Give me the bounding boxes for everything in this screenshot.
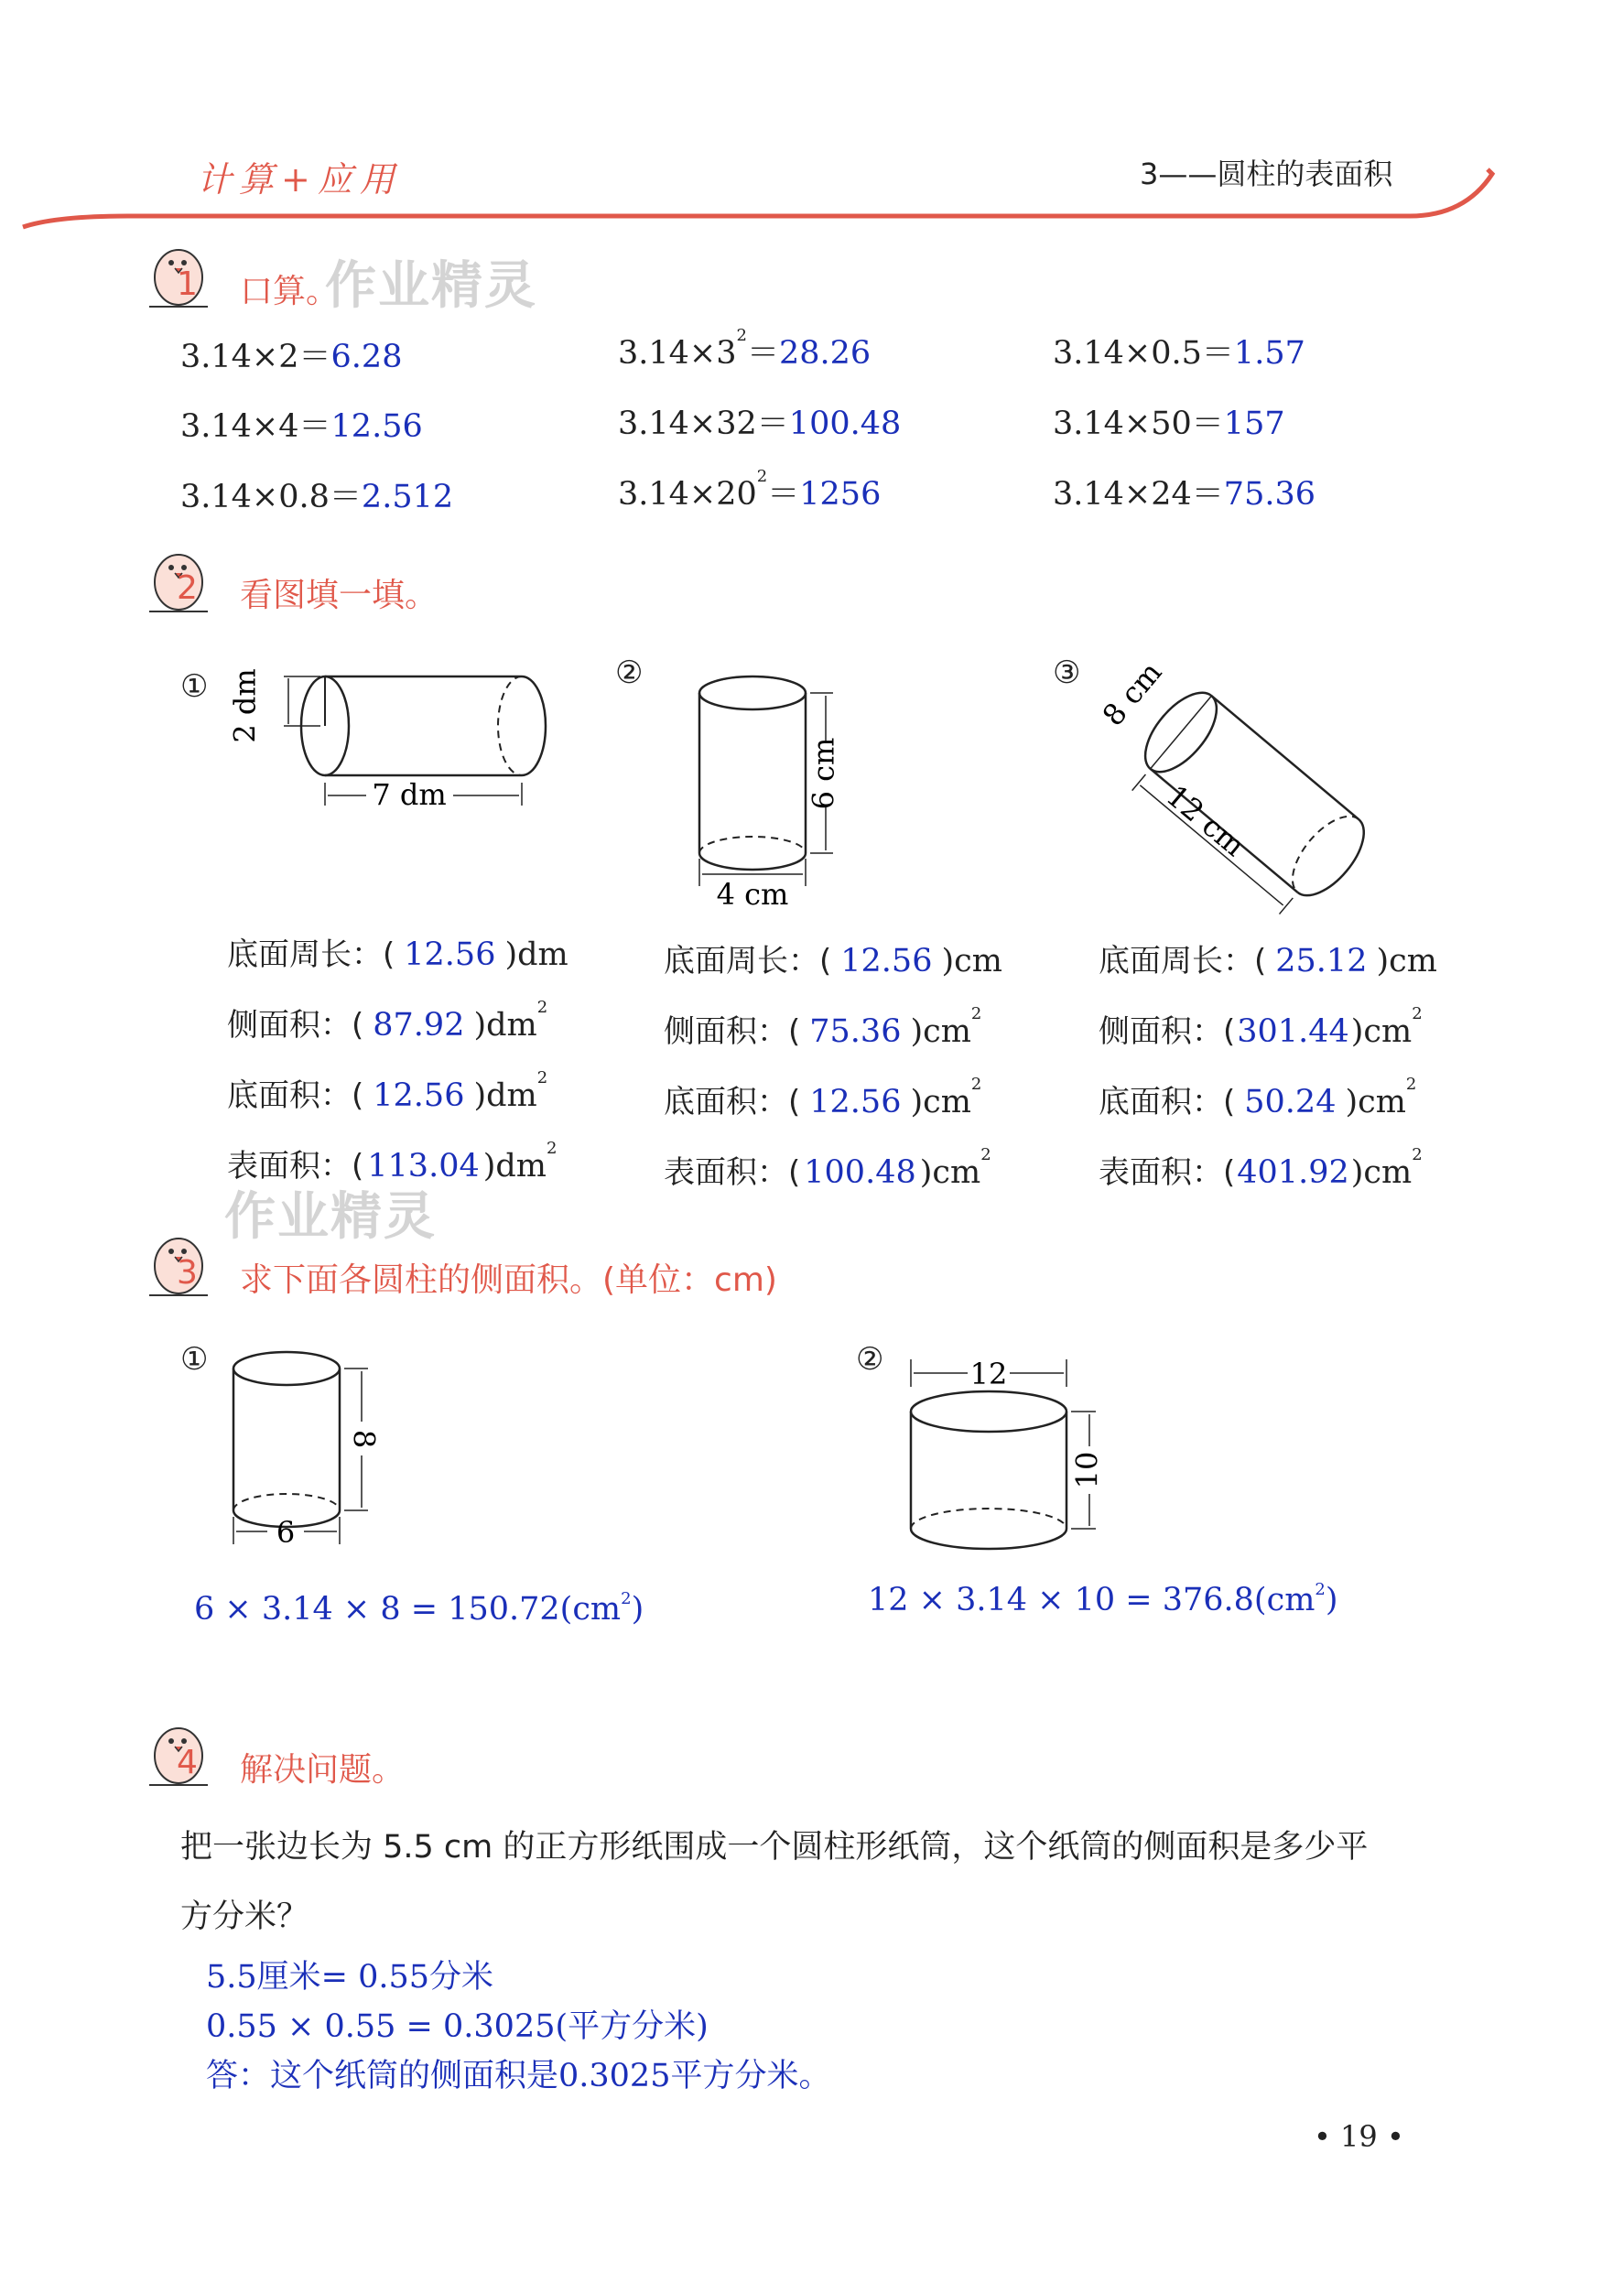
cylinder-figure-5 bbox=[902, 1336, 1140, 1556]
page-number: • 19 • bbox=[1314, 2119, 1404, 2154]
dim-label: 2 dm bbox=[227, 668, 263, 743]
figure-label: ① bbox=[180, 668, 209, 705]
answer-line: 5.5厘米= 0.55分米 bbox=[206, 1959, 494, 1996]
fill-line: 侧面积：( 75.36 )$cm^2$ bbox=[664, 1004, 982, 1050]
calc-item: 3.14×24＝75.36 bbox=[1053, 476, 1315, 513]
dim-label: 8 cm bbox=[1095, 655, 1169, 733]
answer-line: $12 \times 3.14 \times 10 = 376.8(cm^2)$ bbox=[868, 1580, 1338, 1618]
calc-item: $3.14\times 3^2=28.26$ bbox=[618, 326, 872, 372]
fill-line: 底面积：( 12.56 )$dm^2$ bbox=[227, 1068, 548, 1114]
calc-item: 3.14×2＝6.28 bbox=[180, 339, 403, 375]
problem-text: 把一张边长为 5.5 cm 的正方形纸围成一个圆柱形纸筒，这个纸筒的侧面积是多少平 bbox=[180, 1829, 1369, 1866]
dim-label: 6 bbox=[276, 1515, 296, 1550]
fill-line: 底面周长：( 25.12 )cm bbox=[1099, 943, 1437, 979]
dim-label: 10 bbox=[1069, 1451, 1105, 1489]
fill-column bbox=[1099, 936, 1437, 1217]
figure-label: ② bbox=[615, 655, 644, 691]
fill-line: 表面积：( 113.04 )$dm^2$ bbox=[227, 1139, 558, 1185]
calc-item: 3.14×0.8＝2.512 bbox=[180, 479, 454, 515]
calc-item: $3.14\times 20^2=1256$ bbox=[618, 467, 882, 513]
answer-line: $6 \times 3.14 \times 8 = 150.72(cm^2)$ bbox=[194, 1589, 644, 1628]
calc-item: 3.14×0.5＝1.57 bbox=[1053, 335, 1305, 372]
calc-item: 3.14×32＝100.48 bbox=[618, 406, 902, 442]
fill-line: 侧面积：$(301.44)cm^2$ bbox=[1099, 1004, 1423, 1050]
answer-line: 0.55 × 0.55 = 0.3025(平方分米) bbox=[206, 2008, 709, 2045]
fill-line: 侧面积：( 87.92 )$dm^2$ bbox=[227, 998, 548, 1044]
section-title: 看图填一填。 bbox=[240, 577, 438, 614]
answer-line: 答：这个纸筒的侧面积是0.3025平方分米。 bbox=[206, 2058, 831, 2094]
section-title: 口算。 bbox=[240, 273, 340, 310]
header-right-title: 3——圆柱的表面积 bbox=[1140, 157, 1393, 191]
fill-line: 底面积：( 50.24 )$cm^2$ bbox=[1099, 1075, 1417, 1120]
cylinder-figure-2 bbox=[668, 650, 870, 915]
dim-label: 8 bbox=[346, 1429, 382, 1449]
figure-label: ① bbox=[180, 1341, 209, 1378]
fill-line: 表面积：( 100.48 )$cm^2$ bbox=[664, 1145, 991, 1191]
dim-label: 7 dm bbox=[372, 777, 447, 812]
problem-text: 方分米？ bbox=[180, 1899, 309, 1935]
fill-column bbox=[664, 936, 1002, 1217]
dim-label: 4 cm bbox=[716, 877, 789, 912]
calc-item: 3.14×4＝12.56 bbox=[180, 408, 423, 445]
figure-label: ② bbox=[856, 1341, 884, 1378]
cylinder-figure-3 bbox=[1089, 645, 1391, 920]
dim-label: 6 cm bbox=[806, 737, 841, 810]
section-title: 解决问题。 bbox=[240, 1751, 406, 1789]
section-number: 2 bbox=[177, 569, 198, 607]
section-number: 3 bbox=[177, 1254, 198, 1292]
header-left-title: 计算+应用 bbox=[197, 159, 402, 200]
cylinder-figure-1 bbox=[220, 655, 549, 838]
dim-label: 12 cm bbox=[1159, 778, 1252, 863]
watermark: 作业精灵 bbox=[325, 256, 537, 316]
fill-line: 表面积：$(401.92)cm^2$ bbox=[1099, 1145, 1423, 1191]
section-number: 4 bbox=[177, 1744, 198, 1781]
figure-label: ③ bbox=[1053, 655, 1081, 691]
section-title: 求下面各圆柱的侧面积。(单位：cm) bbox=[240, 1261, 777, 1299]
section-number: 1 bbox=[177, 265, 198, 303]
cylinder-figure-4 bbox=[220, 1341, 403, 1579]
header-curve bbox=[0, 137, 1624, 238]
fill-line: 底面周长：( 12.56 )cm bbox=[664, 943, 1002, 979]
dim-label: 12 bbox=[969, 1357, 1008, 1391]
fill-line: 底面周长：( 12.56 )dm bbox=[227, 936, 568, 973]
fill-line: 底面积：( 12.56 )$cm^2$ bbox=[664, 1075, 982, 1120]
watermark: 作业精灵 bbox=[224, 1187, 437, 1247]
fill-column bbox=[227, 929, 568, 1211]
calc-item: 3.14×50＝157 bbox=[1053, 406, 1285, 442]
